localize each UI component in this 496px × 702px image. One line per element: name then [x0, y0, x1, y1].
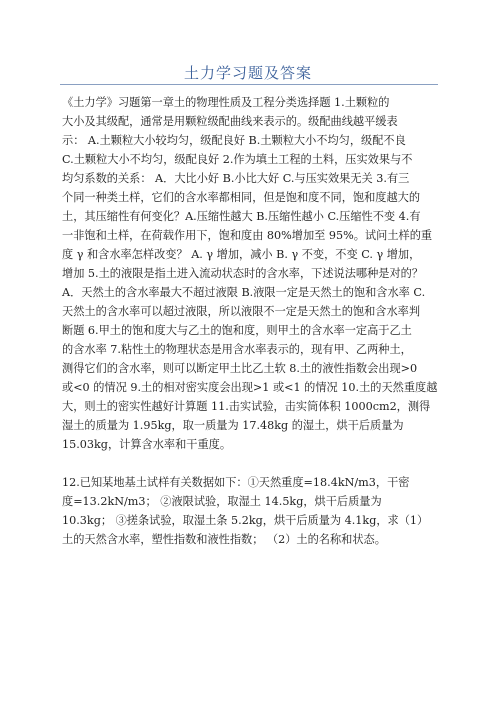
page-title: 土力学习题及答案: [183, 64, 312, 82]
text-line: 大，则土的密实性越好计算题 11.击实试验，击实筒体积 1000cm2，测得: [62, 400, 431, 413]
text-line: 一非饱和土样，在荷载作用下，饱和度由 80%增加至 95%。试问土样的重: [62, 229, 433, 242]
text-line: 测得它们的含水率，则可以断定甲土比乙土软 8.土的液性指数会出现>0: [62, 362, 418, 375]
title-divider: [60, 84, 438, 85]
text-line: 断题 6.甲土的饱和度大与乙土的饱和度，则甲土的含水率一定高于乙土: [62, 324, 412, 337]
text-line: 个同一种类土样，它们的含水率都相同，但是饱和度不同，饱和度越大的: [62, 191, 421, 204]
paragraph-exercises: [62, 93, 462, 454]
text-line: 度=13.2kN/m3； ②液限试验，取湿土 14.5kg，烘干后质量为: [62, 495, 382, 508]
paragraph-problem-12: [62, 473, 462, 549]
text-line: 湿土的质量为 1.95kg，取一质量为 17.48kg 的湿土，烘干后质量为: [62, 419, 404, 432]
text-line: 大小及其级配，通常是用颗粒级配曲线来表示的。级配曲线越平缓表: [62, 115, 398, 128]
text-line: 增加 5.土的液限是指土进入流动状态时的含水率，下述说法哪种是对的？: [62, 267, 424, 280]
text-line: 度 γ 和含水率怎样改变？ A. γ 增加，减小 B. γ 不变，不变 C. γ 增加，: [62, 248, 421, 261]
text-line: C.土颗粒大小不均匀，级配良好 2.作为填土工程的土料，压实效果与不: [62, 153, 413, 166]
text-line: 土，其压缩性有何变化？A.压缩性越大 B.压缩性越小 C.压缩性不变 4.有: [62, 210, 421, 223]
text-line: 《土力学》习题第一章土的物理性质及工程分类选择题 1.土颗粒的: [62, 96, 390, 109]
text-line: 土的天然含水率，塑性指数和液性指数； （2）土的名称和状态。: [62, 533, 386, 546]
text-line: 天然土的含水率可以超过液限，所以液限不一定是天然土的饱和含水率判: [62, 305, 421, 318]
text-line: 12.已知某地基土试样有关数据如下：①天然重度=18.4kN/m3，干密: [62, 476, 410, 489]
text-line: 15.03kg，计算含水率和干重度。: [62, 438, 232, 451]
text-line: 的含水率 7.粘性土的物理状态是用含水率表示的，现有甲、乙两种土，: [62, 343, 412, 356]
text-line: 示： A.土颗粒大小较均匀，级配良好 B.土颗粒大小不均匀，级配不良: [62, 134, 406, 147]
text-line: 均匀系数的关系： A．大比小好 B.小比大好 C.与压实效果无关 3.有三: [62, 172, 410, 185]
text-line: A．天然土的含水率最大不超过液限 B.液限一定是天然土的饱和含水率 C.: [62, 286, 426, 299]
text-line: 10.3kg； ③搓条试验，取湿土条 5.2kg，烘干后质量为 4.1kg，求（1）: [62, 514, 429, 527]
text-line: 或<0 的情况 9.土的相对密实度会出现>1 或<1 的情况 10.土的天然重度越: [62, 381, 438, 394]
